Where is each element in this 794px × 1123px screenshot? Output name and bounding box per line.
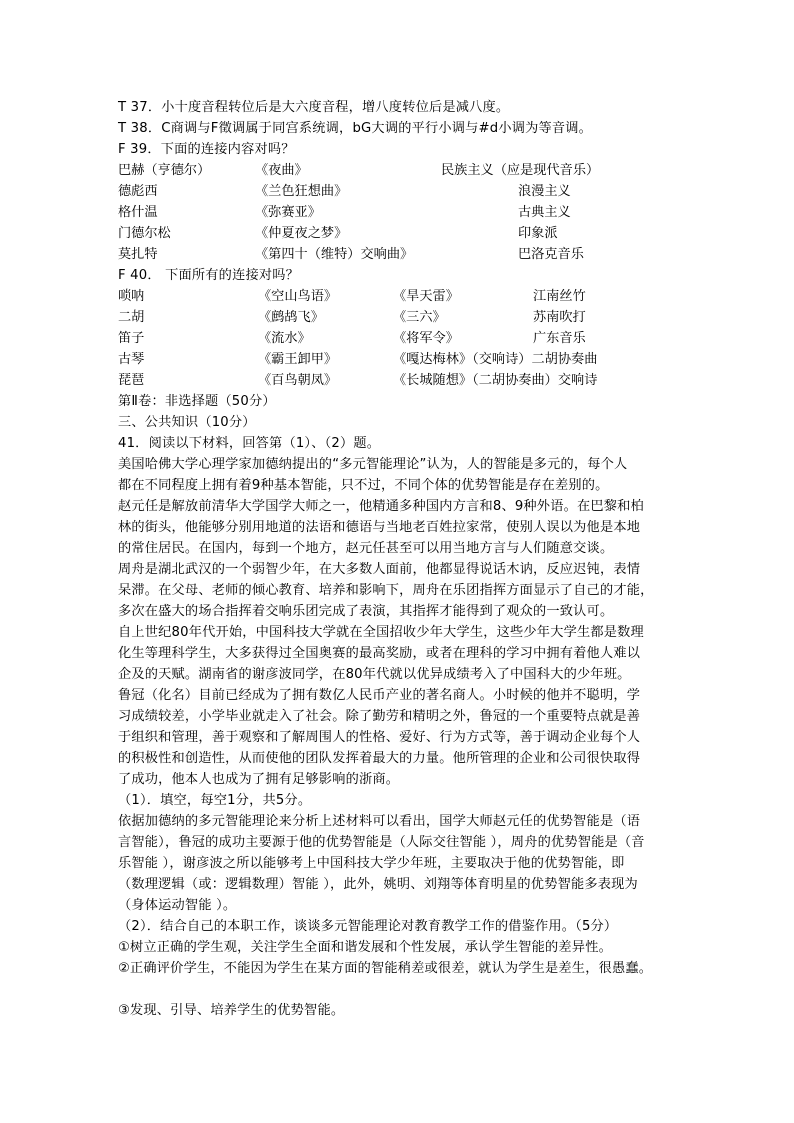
material-line: 美国哈佛大学心理学家加德纳提出的“多元智能理论”认为，人的智能是多元的，每个人 [118,457,628,472]
q39-composer: 莫扎特 [118,247,158,262]
material-line: 了成功，他本人也成为了拥有足够影响的浙商。 [118,772,400,787]
q40-genre: 苏南吹打 [533,310,586,325]
q40-instrument: 琵琶 [118,373,145,388]
q40-piece-2: 《嘎达梅林》（交响诗）二胡协奏曲 [393,352,598,367]
material-line: 自上世纪80年代开始，中国科技大学就在全国招收少年大学生，这些少年大学生都是数理 [118,625,644,640]
q40-genre: 广东音乐 [533,331,586,346]
material-line: 化生等理科学生，大多获得过全国奥赛的最高奖励，或者在理科的学习中拥有着他人难以 [118,646,641,661]
q39-composer: 门德尔松 [118,226,171,241]
material-line: 鲁冠（化名）目前已经成为了拥有数亿人民币产业的著名商人。小时候的他并不聪明，学 [118,688,641,703]
q40-piece: 《流水》 [258,331,311,346]
q39-work: 《兰色狂想曲》 [255,184,348,199]
answer-line: 乐智能 ），谢彦波之所以能够考上中国科技大学少年班，主要取决于他的优势智能，即 [118,856,625,871]
material-line: 的常住居民。在国内，每到一个地方，赵元任甚至可以用当地方言与人们随意交谈。 [118,541,614,556]
answer-line: 言智能），鲁冠的成功主要源于他的优势智能是（人际交往智能 ），周舟的优势智能是（音 [118,835,645,850]
material-line: 企及的天赋。湖南省的谢彦波同学，在80年代就以优异成绩考入了中国科大的少年班。 [118,667,631,682]
q40-piece-2: 《三六》 [393,310,446,325]
material-line: 赵元任是解放前清华大学国学大师之一，他精通多种国内方言和8、9种外语。在巴黎和柏 [118,499,644,514]
q40-piece-2: 《长城随想》（二胡协奏曲）交响诗 [393,373,598,388]
q39-style: 巴洛克音乐 [518,247,584,262]
q40-piece: 《空山鸟语》 [258,289,338,304]
q39-style: 古典主义 [518,205,571,220]
question-40-stem: F 40． 下面所有的连接对吗？ [118,268,300,283]
q39-work: 《夜曲》 [255,163,308,178]
answer-line: 依据加德纳的多元智能理论来分析上述材料可以看出，国学大师赵元任的优势智能是（语 [118,814,641,829]
q40-instrument: 唢呐 [118,289,145,304]
question-38: T 38．C商调与F徵调属于同宫系统调，bG大调的平行小调与#d小调为等音调。 [118,121,593,136]
q40-genre: 江南丝竹 [533,289,586,304]
q39-style: 民族主义（应是现代音乐） [441,163,600,178]
material-line: 林的街头，他能够分别用地道的法语和德语与当地老百姓拉家常，使别人误以为他是本地 [118,520,641,535]
q40-piece-2: 《旱天雷》 [393,289,459,304]
q40-instrument: 二胡 [118,310,145,325]
material-line: 周舟是湖北武汉的一个弱智少年，在大多数人面前，他都显得说话木讷，反应迟钝，表情 [118,562,641,577]
q40-instrument: 笛子 [118,331,145,346]
material-line: 于组织和管理，善于观察和了解周围人的性格、爱好、行为方式等，善于调动企业每个人 [118,730,641,745]
answer-point-3: ③发现、引导、培养学生的优势智能。 [118,1003,345,1018]
question-37: T 37．小十度音程转位后是大六度音程，增八度转位后是减八度。 [118,100,510,115]
material-line: 的积极性和创造性，从而使他的团队发挥着最大的力量。他所管理的企业和公司很快取得 [118,751,641,766]
material-line: 多次在盛大的场合指挥着交响乐团完成了表演，其指挥才能得到了观众的一致认可。 [118,604,614,619]
material-line: 习成绩较差，小学毕业就走入了社会。除了勤劳和精明之外，鲁冠的一个重要特点就是善 [118,709,641,724]
q40-instrument: 古琴 [118,352,145,367]
answer-line: （身体运动智能 ）。 [118,898,237,913]
q39-composer: 巴赫（亨德尔） [118,163,211,178]
q39-work: 《第四十（维特）交响曲》 [255,247,414,262]
answer-line: （数理逻辑（或：逻辑数理）智能 ），此外，姚明、刘翔等体育明星的优势智能多表现为 [118,877,638,892]
q39-style: 印象派 [518,226,558,241]
sub-question-1-stem: （1）．填空，每空1分，共5分。 [118,793,312,808]
q39-work: 《仲夏夜之梦》 [255,226,348,241]
section-3-heading: 三、公共知识（10分） [118,415,256,430]
material-line: 呆滞。在父母、老师的倾心教育、培养和影响下，周舟在乐团指挥方面显示了自己的才能， [118,583,654,598]
answer-point-1: ①树立正确的学生观，关注学生全面和谐发展和个性发展，承认学生智能的差异性。 [118,940,612,955]
q39-composer: 德彪西 [118,184,158,199]
answer-point-2: ②正确评价学生，不能因为学生在某方面的智能稍差或很差，就认为学生是差生，很愚蠢。 [118,961,653,976]
material-line: 都在不同程度上拥有着9种基本智能，只不过，不同个体的优势智能是存在差别的。 [118,478,609,493]
q39-composer: 格什温 [118,205,158,220]
q39-work: 《弥赛亚》 [255,205,321,220]
q40-piece-2: 《将军令》 [393,331,459,346]
q39-style: 浪漫主义 [518,184,571,199]
q40-piece: 《霸王卸甲》 [258,352,338,367]
question-39-stem: F 39．下面的连接内容对吗？ [118,142,295,157]
sub-question-2-stem: （2）．结合自己的本职工作，谈谈多元智能理论对教育教学工作的借鉴作用。（5分） [118,919,618,934]
q40-piece: 《百鸟朝凤》 [258,373,338,388]
q40-piece: 《鹧鸪飞》 [258,310,324,325]
part-2-heading: 第Ⅱ卷：非选择题（50分） [118,394,276,409]
question-41-stem: 41．阅读以下材料，回答第（1）、（2）题。 [118,436,381,451]
